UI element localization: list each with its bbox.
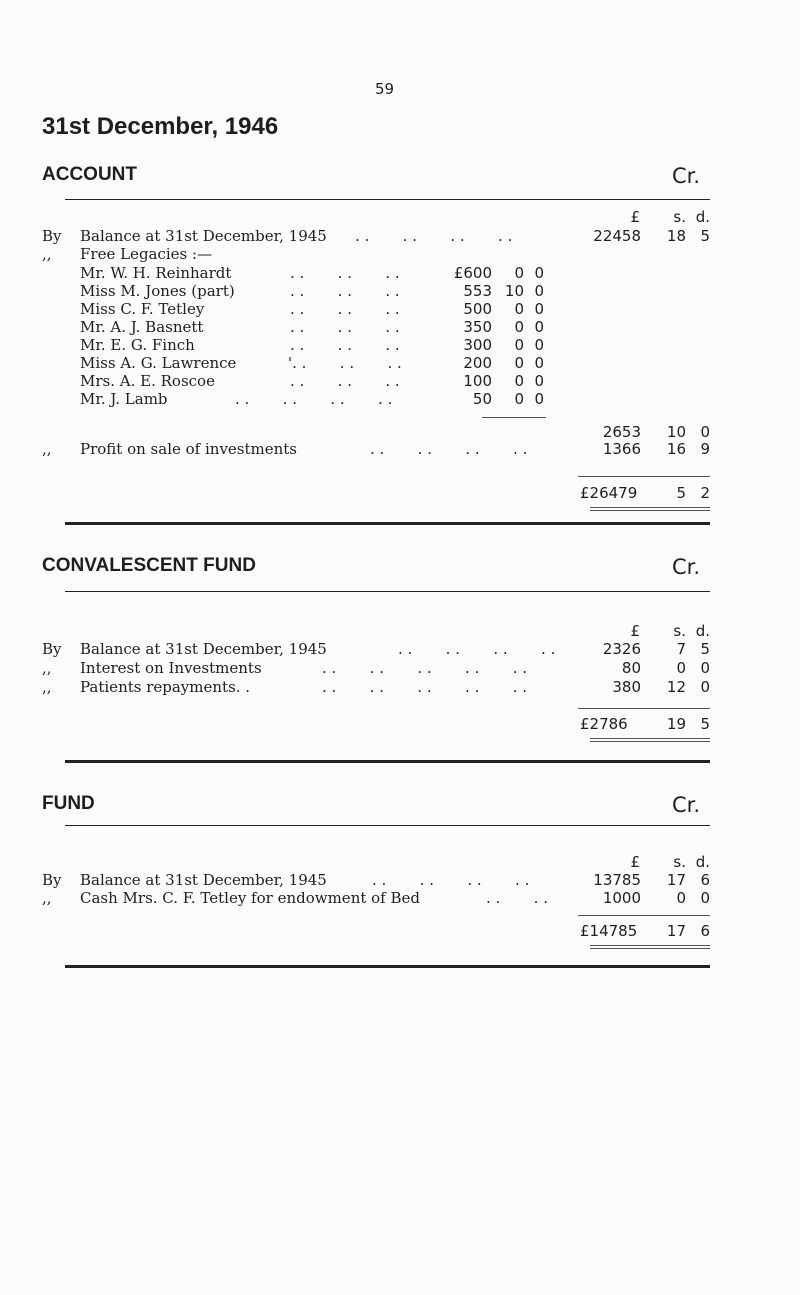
entry-label: Balance at 31st December, 1945 [80,640,327,658]
legacy-pence: 0 [534,372,544,390]
legacy-pounds: 300 [463,336,492,354]
amount-shillings: 0 [676,659,686,677]
entry-prefix: By [42,640,62,658]
section-title: FUND [42,793,95,814]
entry-prefix: ,, [42,659,52,677]
entry-label: Interest on Investments [80,659,262,677]
section-top-rule [65,591,710,592]
legacy-name: Mr. W. H. Reinhardt [80,264,232,282]
total-pounds: £26479 [580,484,638,502]
leader-dots: . . . . . . . . [370,440,528,458]
legacies-subtotal-rule [482,417,546,418]
col-head-pounds: £ [630,622,640,640]
total-pence: 6 [700,922,710,940]
legacy-name: Mr. J. Lamb [80,390,168,408]
leader-dots: . . . . [486,889,548,907]
col-head-pence: d. [695,622,710,640]
total-pence: 2 [700,484,710,502]
amount-pounds: 13785 [593,871,641,889]
legacy-name: Mr. E. G. Finch [80,336,195,354]
legacy-shillings: 0 [514,372,524,390]
entry-prefix: By [42,227,62,245]
leader-dots: '. . . . . . [288,354,402,372]
col-head-shillings: s. [673,853,686,871]
amount-shillings: 12 [666,678,686,696]
total-pence: 5 [700,715,710,733]
col-head-pounds: £ [630,853,640,871]
subtotal-shillings: 10 [666,423,686,441]
amount-pounds: 22458 [593,227,641,245]
entry-label: Profit on sale of investments [80,440,298,458]
total-double-rule [590,945,710,946]
total-double-rule [590,741,710,742]
leader-dots: . . . . . . [290,372,400,390]
entry-label: Balance at 31st December, 1945 [80,227,327,245]
amount-pence: 0 [700,659,710,677]
leader-dots: . . . . . . . . [235,390,393,408]
leader-dots: . . . . . . [290,282,400,300]
entry-prefix: ,, [42,440,52,458]
legacy-pounds: 553 [463,282,492,300]
legacy-pounds: £600 [453,264,492,282]
entry-label: Cash Mrs. C. F. Tetley for endowment of Bed [80,889,420,907]
col-head-shillings: s. [673,622,686,640]
legacy-pence: 0 [534,264,544,282]
leader-dots: . . . . . . . . [398,640,556,658]
amount-pence: 0 [700,889,710,907]
leader-dots: . . . . . . . . [372,871,530,889]
leader-dots: . . . . . . [290,264,400,282]
amount-pounds: 1366 [602,440,641,458]
col-head-pence: d. [695,853,710,871]
entry-prefix: ,, [42,889,52,907]
legacy-pence: 0 [534,282,544,300]
total-shillings: 5 [676,484,686,502]
legacy-shillings: 0 [514,336,524,354]
total-double-rule [590,948,710,949]
legacy-name: Miss A. G. Lawrence [80,354,237,372]
total-pounds: £2786 [580,715,628,733]
amount-pence: 5 [700,640,710,658]
section-bottom-rule [65,760,710,763]
legacy-shillings: 0 [514,354,524,372]
amount-pence: 9 [700,440,710,458]
leader-dots: . . . . . . [290,336,400,354]
entry-prefix: ,, [42,678,52,696]
entry-label: Patients repayments. . [80,678,251,696]
section-title: ACCOUNT [42,164,137,185]
total-rule [578,708,710,709]
legacy-pence: 0 [534,300,544,318]
total-double-rule [590,738,710,739]
legacy-pounds: 50 [472,390,492,408]
total-rule [578,915,710,916]
amount-shillings: 0 [676,889,686,907]
total-rule [578,476,710,477]
amount-pounds: 80 [621,659,641,677]
total-shillings: 19 [666,715,686,733]
amount-pence: 5 [700,227,710,245]
legacy-pence: 0 [534,336,544,354]
legacy-name: Mrs. A. E. Roscoe [80,372,215,390]
leader-dots: . . . . . . . . [355,227,513,245]
section-bottom-rule [65,522,710,525]
section-title: CONVALESCENT FUND [42,555,256,576]
legacy-shillings: 0 [514,264,524,282]
amount-shillings: 17 [666,871,686,889]
legacy-pounds: 100 [463,372,492,390]
entry-prefix: By [42,871,62,889]
legacy-shillings: 0 [514,318,524,336]
legacy-pence: 0 [534,354,544,372]
total-double-rule [590,510,710,511]
total-pounds: £14785 [580,922,638,940]
legacy-name: Miss C. F. Tetley [80,300,205,318]
legacy-shillings: 0 [514,390,524,408]
legacy-shillings: 0 [514,300,524,318]
legacy-pounds: 500 [463,300,492,318]
leader-dots: . . . . . . . . . . [322,678,528,696]
section-bottom-rule [65,965,710,968]
entry-prefix: ,, [42,245,52,263]
legacy-pounds: 350 [463,318,492,336]
col-head-shillings: s. [673,208,686,226]
date-heading: 31st December, 1946 [42,113,279,140]
section-top-rule [65,825,710,826]
amount-pence: 6 [700,871,710,889]
leader-dots: . . . . . . . . . . [322,659,528,677]
legacy-shillings: 10 [504,282,524,300]
amount-shillings: 18 [666,227,686,245]
amount-shillings: 16 [666,440,686,458]
subtotal-pounds: 2653 [602,423,641,441]
credit-side-label: Cr. [672,555,701,579]
section-top-rule [65,199,710,200]
legacy-pence: 0 [534,318,544,336]
page-number: 59 [375,80,395,98]
legacy-name: Miss M. Jones (part) [80,282,235,300]
total-double-rule [590,507,710,508]
subtotal-pence: 0 [700,423,710,441]
amount-pence: 0 [700,678,710,696]
credit-side-label: Cr. [672,164,701,188]
legacy-pence: 0 [534,390,544,408]
col-head-pence: d. [695,208,710,226]
legacy-pounds: 200 [463,354,492,372]
entry-label: Free Legacies :— [80,245,213,263]
amount-shillings: 7 [676,640,686,658]
leader-dots: . . . . . . [290,300,400,318]
amount-pounds: 1000 [602,889,641,907]
col-head-pounds: £ [630,208,640,226]
amount-pounds: 2326 [602,640,641,658]
amount-pounds: 380 [612,678,641,696]
legacy-name: Mr. A. J. Basnett [80,318,204,336]
entry-label: Balance at 31st December, 1945 [80,871,327,889]
credit-side-label: Cr. [672,793,701,817]
leader-dots: . . . . . . [290,318,400,336]
total-shillings: 17 [666,922,686,940]
